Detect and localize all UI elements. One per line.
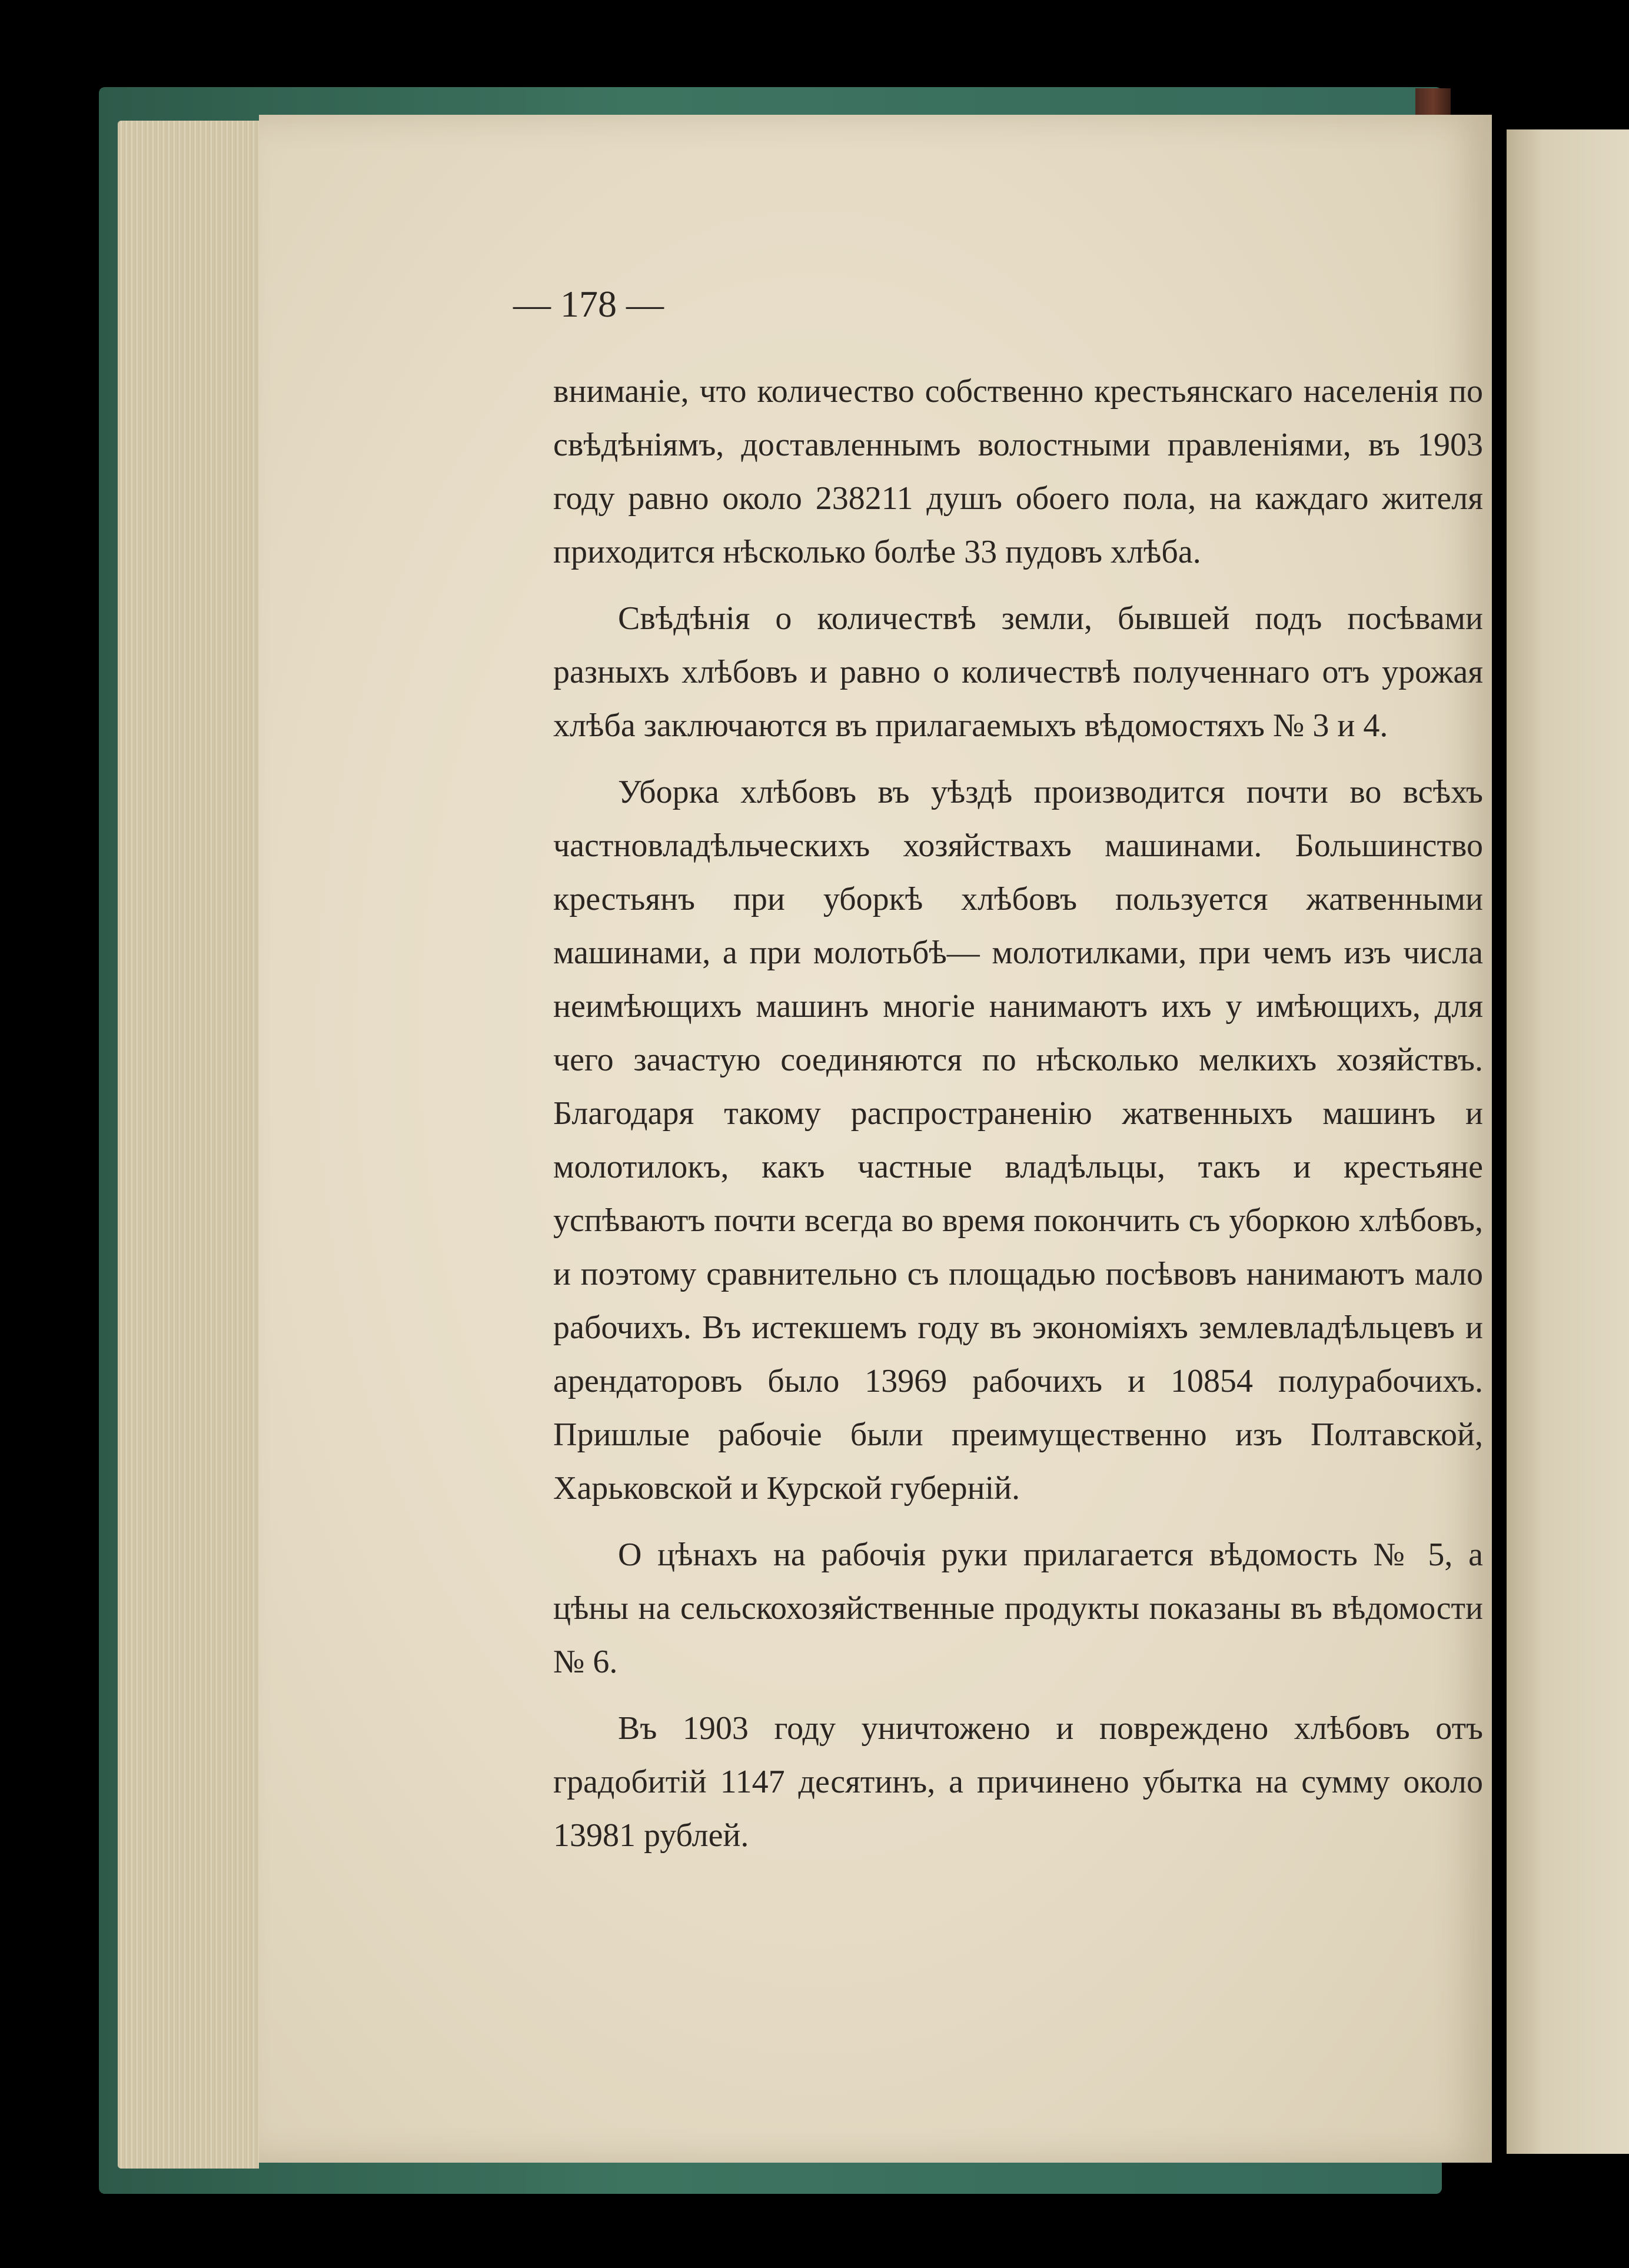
- paragraph-1: вниманіе, что количество собственно крестьянскаго населенія по свѣдѣніямъ, доставленнымъ волостными правленіями, въ 1903 году равно около 238211 душъ обоего пола, на каждаго жителя приходится нѣсколько болѣе 33 пудовъ хлѣба.: [553, 373, 1483, 570]
- page-number: — 178 —: [513, 283, 664, 325]
- opposite-page: [1507, 129, 1629, 2154]
- page-text: [553, 365, 1483, 1875]
- paragraph-5: Въ 1903 году уничтожено и повреждено хлѣбовъ отъ градобитій 1147 десятинъ, а причинено убытка на сумму около 13981 рублей.: [553, 1710, 1483, 1854]
- page-stack-edges: [118, 121, 259, 2169]
- paragraph-3: Уборка хлѣбовъ въ уѣздѣ производится почти во всѣхъ частновладѣльческихъ хозяйствахъ машинами. Большинство крестьянъ при уборкѣ хлѣбовъ пользуется жатвенными машинами, а при молотьбѣ— молотилками, при чемъ изъ числа неимѣющихъ машинъ многіе нанимаютъ ихъ у имѣющихъ, для чего зачастую соединяются по нѣсколько мелкихъ хозяйствъ. Благодаря такому распространенію жатвенныхъ машинъ и молотилокъ, какъ частные владѣльцы, такъ и крестьяне успѣваютъ почти всегда во время покончить съ уборкою хлѣбовъ, и поэтому сравнительно съ площадью посѣвовъ нанимаютъ мало рабочихъ. Въ истекшемъ году въ экономіяхъ землевладѣльцевъ и арендаторовъ было 13969 рабочихъ и 10854 полурабочихъ. Пришлые рабочіе были преимущественно изъ Полтавской, Харьковской и Курской губерній.: [553, 774, 1483, 1507]
- paragraph-2: Свѣдѣнія о количествѣ земли, бывшей подъ посѣвами разныхъ хлѣбовъ и равно о количествѣ полученнаго отъ урожая хлѣба заключаются въ прилагаемыхъ вѣдомостяхъ № 3 и 4.: [553, 600, 1483, 744]
- paragraph-4: О цѣнахъ на рабочія руки прилагается вѣдомость № 5, а цѣны на сельскохозяйственные продукты показаны въ вѣдомости № 6.: [553, 1537, 1483, 1680]
